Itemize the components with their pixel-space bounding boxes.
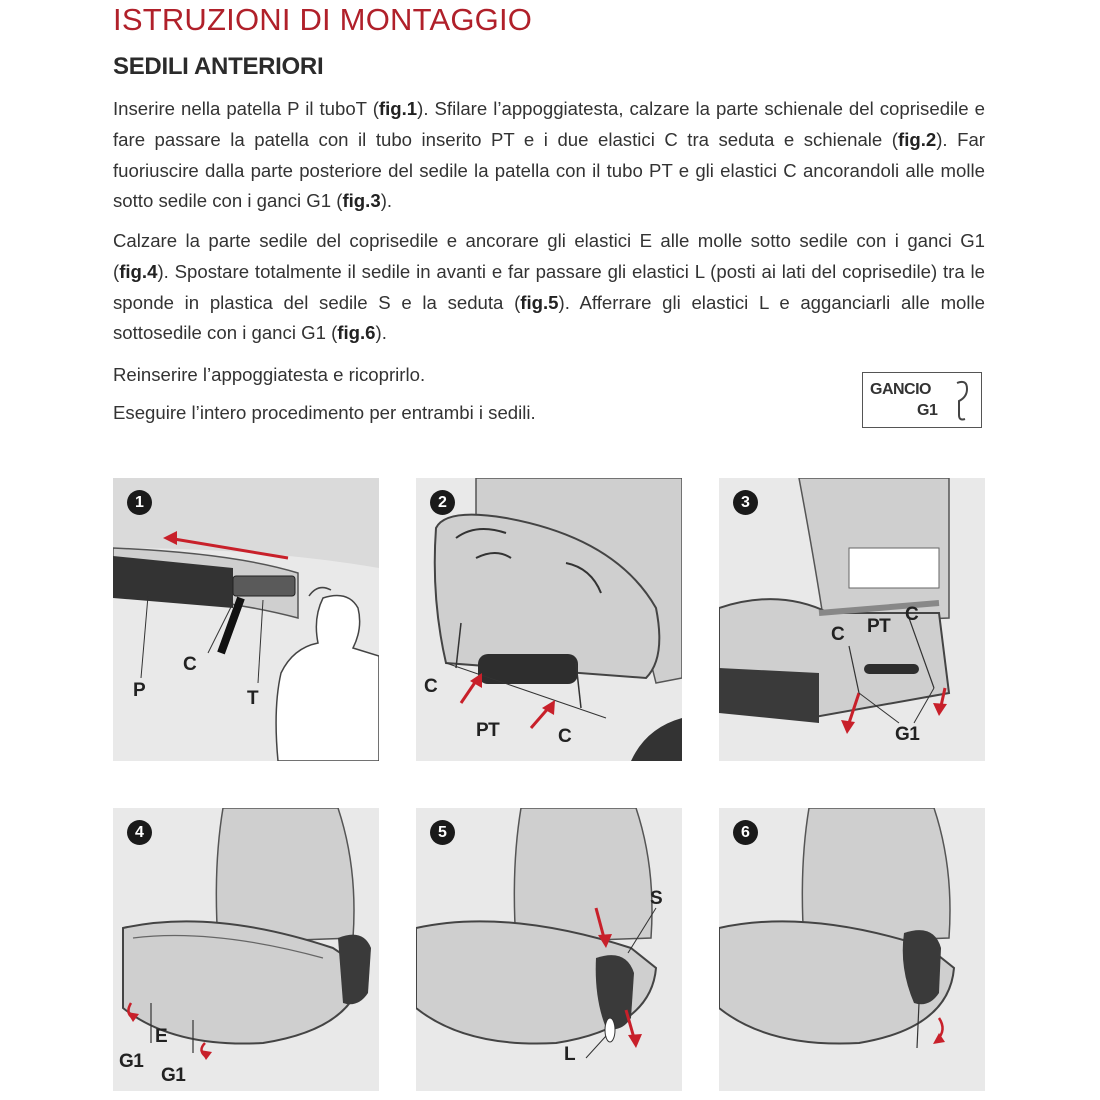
figure-5-label-s: S [650,888,663,909]
figure-2-label-c-left: C [424,676,438,697]
text-run: ). Spostare totalmente il sedile in avanti e far passare gli elastici L (posti ai lati del coprisedile) tra le sponde in plastica del sedile S e la seduta ( [113,260,985,313]
figure-3-label-g1: G1 [895,724,920,745]
figure-2-illustration [416,478,682,761]
figure-4-number-badge: 4 [127,820,152,845]
figure-1-illustration [113,478,379,761]
hook-icon [951,379,975,423]
figure-4-illustration [113,808,379,1091]
figure-3-panel [719,478,985,761]
figure-reference: fig.2 [898,128,937,150]
figure-3-label-c-left: C [831,624,845,645]
figure-6-panel [719,808,985,1091]
figure-reference: fig.3 [342,190,381,212]
paragraph-3: Reinserire l’appoggiatesta e ricoprirlo. [113,364,426,385]
figure-3-illustration [719,478,985,761]
figure-1-label-p: P [133,680,146,701]
text-run: ). Far fuoriuscire dalla parte posteriore del sedile la patella con il tubo PT e gli elastici C ancorandoli alle molle sotto sedile con i ganci G1 ( [113,128,986,212]
text-run: Calzare la parte sedile del coprisedile e ancorare gli elastici E alle molle sotto sedile con i ganci G1 ( [113,230,985,282]
figure-1-number-badge: 1 [127,490,152,515]
figure-4-label-g1-a: G1 [119,1051,144,1072]
text-run: ). Afferrare gli elastici L e agganciarli alle molle sottosedile con i ganci G1 ( [113,291,985,344]
text-run: ). Sfilare l’appoggiatesta, calzare la parte schienale del coprisedile e fare passare la patella con il tubo inserito PT e i due elastici C tra seduta e schienale ( [113,98,985,150]
figure-1-label-c: C [183,654,197,675]
figure-6-illustration [719,808,985,1091]
figure-reference: fig.1 [378,98,418,119]
text-run: ). [375,322,387,344]
figure-reference: fig.6 [337,322,376,344]
figure-4-label-g1-b: G1 [161,1065,186,1086]
figure-2-number-badge: 2 [430,490,455,515]
figure-4-panel [113,808,379,1091]
figure-1-panel [113,478,379,761]
figure-reference: fig.5 [520,291,559,313]
paragraph-2 [113,226,985,349]
text-run: Inserire nella patella P il tuboT ( [113,98,379,119]
figure-5-panel [416,808,682,1091]
figure-3-label-c-right: C [905,604,919,625]
figure-4-label-e: E [155,1026,168,1047]
hook-legend-label: GANCIO [870,381,931,398]
figure-reference: fig.4 [119,260,158,282]
figure-2-label-pt: PT [476,720,500,741]
figure-5-number-badge: 5 [430,820,455,845]
figure-5-label-l: L [564,1044,576,1065]
page-title: ISTRUZIONI DI MONTAGGIO [113,2,533,37]
figure-3-label-pt: PT [867,616,891,637]
section-subtitle: SEDILI ANTERIORI [113,53,324,80]
figure-6-number-badge: 6 [733,820,758,845]
figure-3-number-badge: 3 [733,490,758,515]
paragraph-1 [113,94,985,217]
figure-5-illustration [416,808,682,1091]
figure-2-panel [416,478,682,761]
figure-2-label-c-right: C [558,726,572,747]
hook-legend-box [862,372,982,428]
text-run: ). [380,190,393,212]
hook-legend-code: G1 [917,402,938,419]
figure-1-label-t: T [247,688,259,709]
paragraph-4: Eseguire l’intero procedimento per entrambi i sedili. [113,402,536,423]
